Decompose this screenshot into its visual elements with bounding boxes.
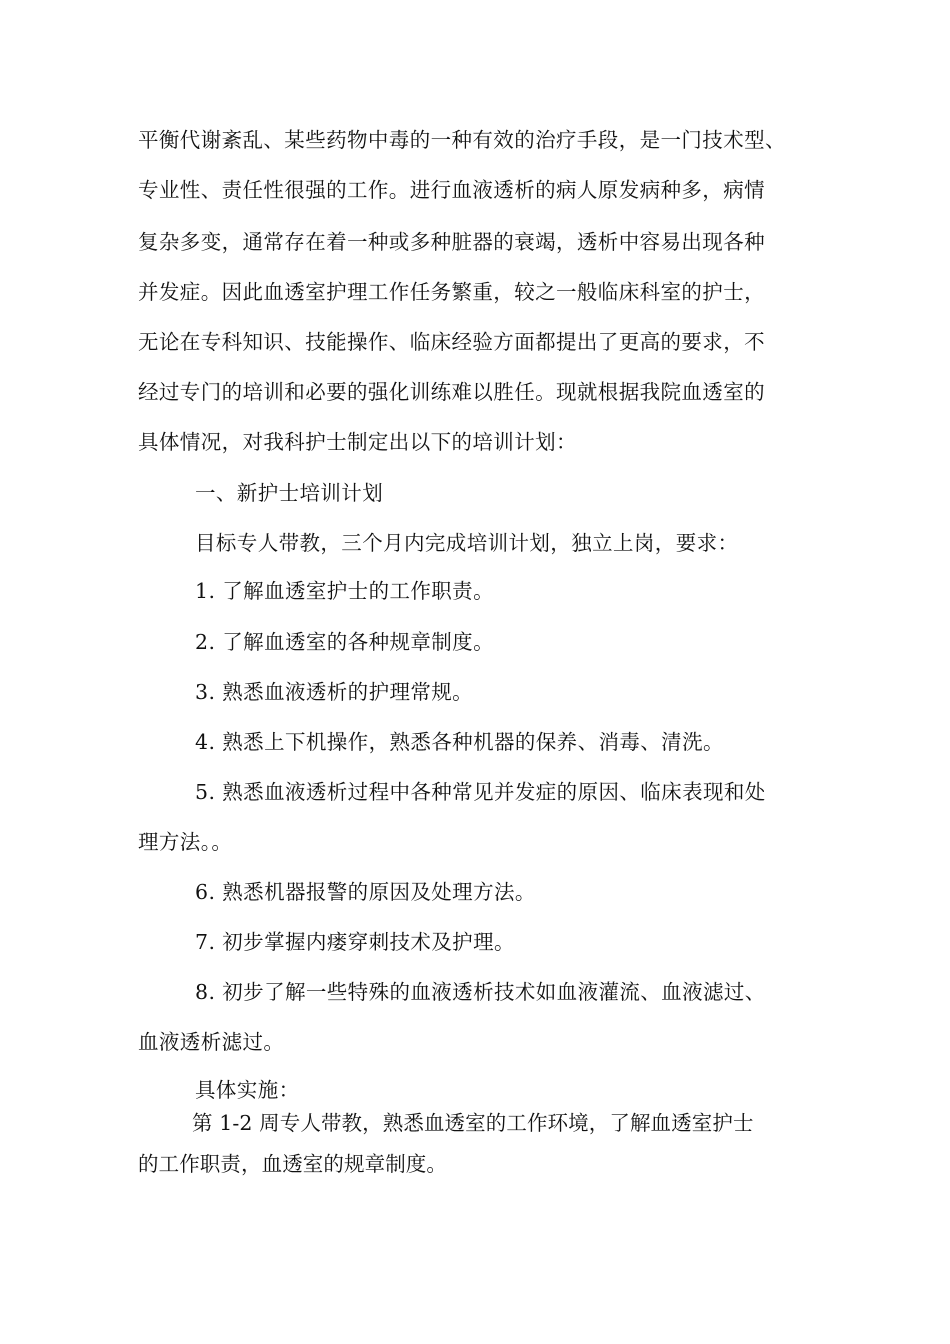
text-line: 第 1-2 周专人带教，熟悉血透室的工作环境，了解血透室护士 [192, 1111, 754, 1135]
list-item: 1. 了解血透室护士的工作职责。 [195, 579, 494, 603]
list-item: 5. 熟悉血液透析过程中各种常见并发症的原因、临床表现和处 [195, 780, 766, 804]
text-line: 复杂多变，通常存在着一种或多种脏器的衰竭，透析中容易出现各种 [138, 230, 765, 254]
text-line: 无论在专科知识、技能操作、临床经验方面都提出了更高的要求，不 [138, 330, 765, 354]
list-item-continuation: 理方法。。 [138, 830, 233, 854]
list-item: 8. 初步了解一些特殊的血液透析技术如血液灌流、血液滤过、 [195, 980, 766, 1004]
list-item: 4. 熟悉上下机操作，熟悉各种机器的保养、消毒、清洗。 [195, 730, 724, 754]
text-line: 经过专门的培训和必要的强化训练难以胜任。现就根据我院血透室的 [138, 380, 765, 404]
list-item: 2. 了解血透室的各种规章制度。 [195, 630, 494, 654]
implementation-heading: 具体实施： [195, 1078, 300, 1102]
list-item: 3. 熟悉血液透析的护理常规。 [195, 680, 474, 704]
text-line: 的工作职责，血透室的规章制度。 [138, 1152, 447, 1176]
text-line: 具体情况，对我科护士制定出以下的培训计划： [138, 430, 577, 454]
list-item: 7. 初步掌握内瘘穿刺技术及护理。 [195, 930, 515, 954]
list-item: 6. 熟悉机器报警的原因及处理方法。 [195, 880, 536, 904]
text-line: 平衡代谢紊乱、某些药物中毒的一种有效的治疗手段，是一门技术型、 [138, 128, 786, 152]
text-line: 专业性、责任性很强的工作。进行血液透析的病人原发病种多，病情 [138, 178, 765, 202]
text-line: 并发症。因此血透室护理工作任务繁重，较之一般临床科室的护士， [138, 280, 765, 304]
list-item-continuation: 血液透析滤过。 [138, 1030, 285, 1054]
goal-text: 目标专人带教，三个月内完成培训计划，独立上岗，要求： [195, 531, 739, 555]
section-heading: 一、新护士培训计划 [195, 481, 384, 505]
